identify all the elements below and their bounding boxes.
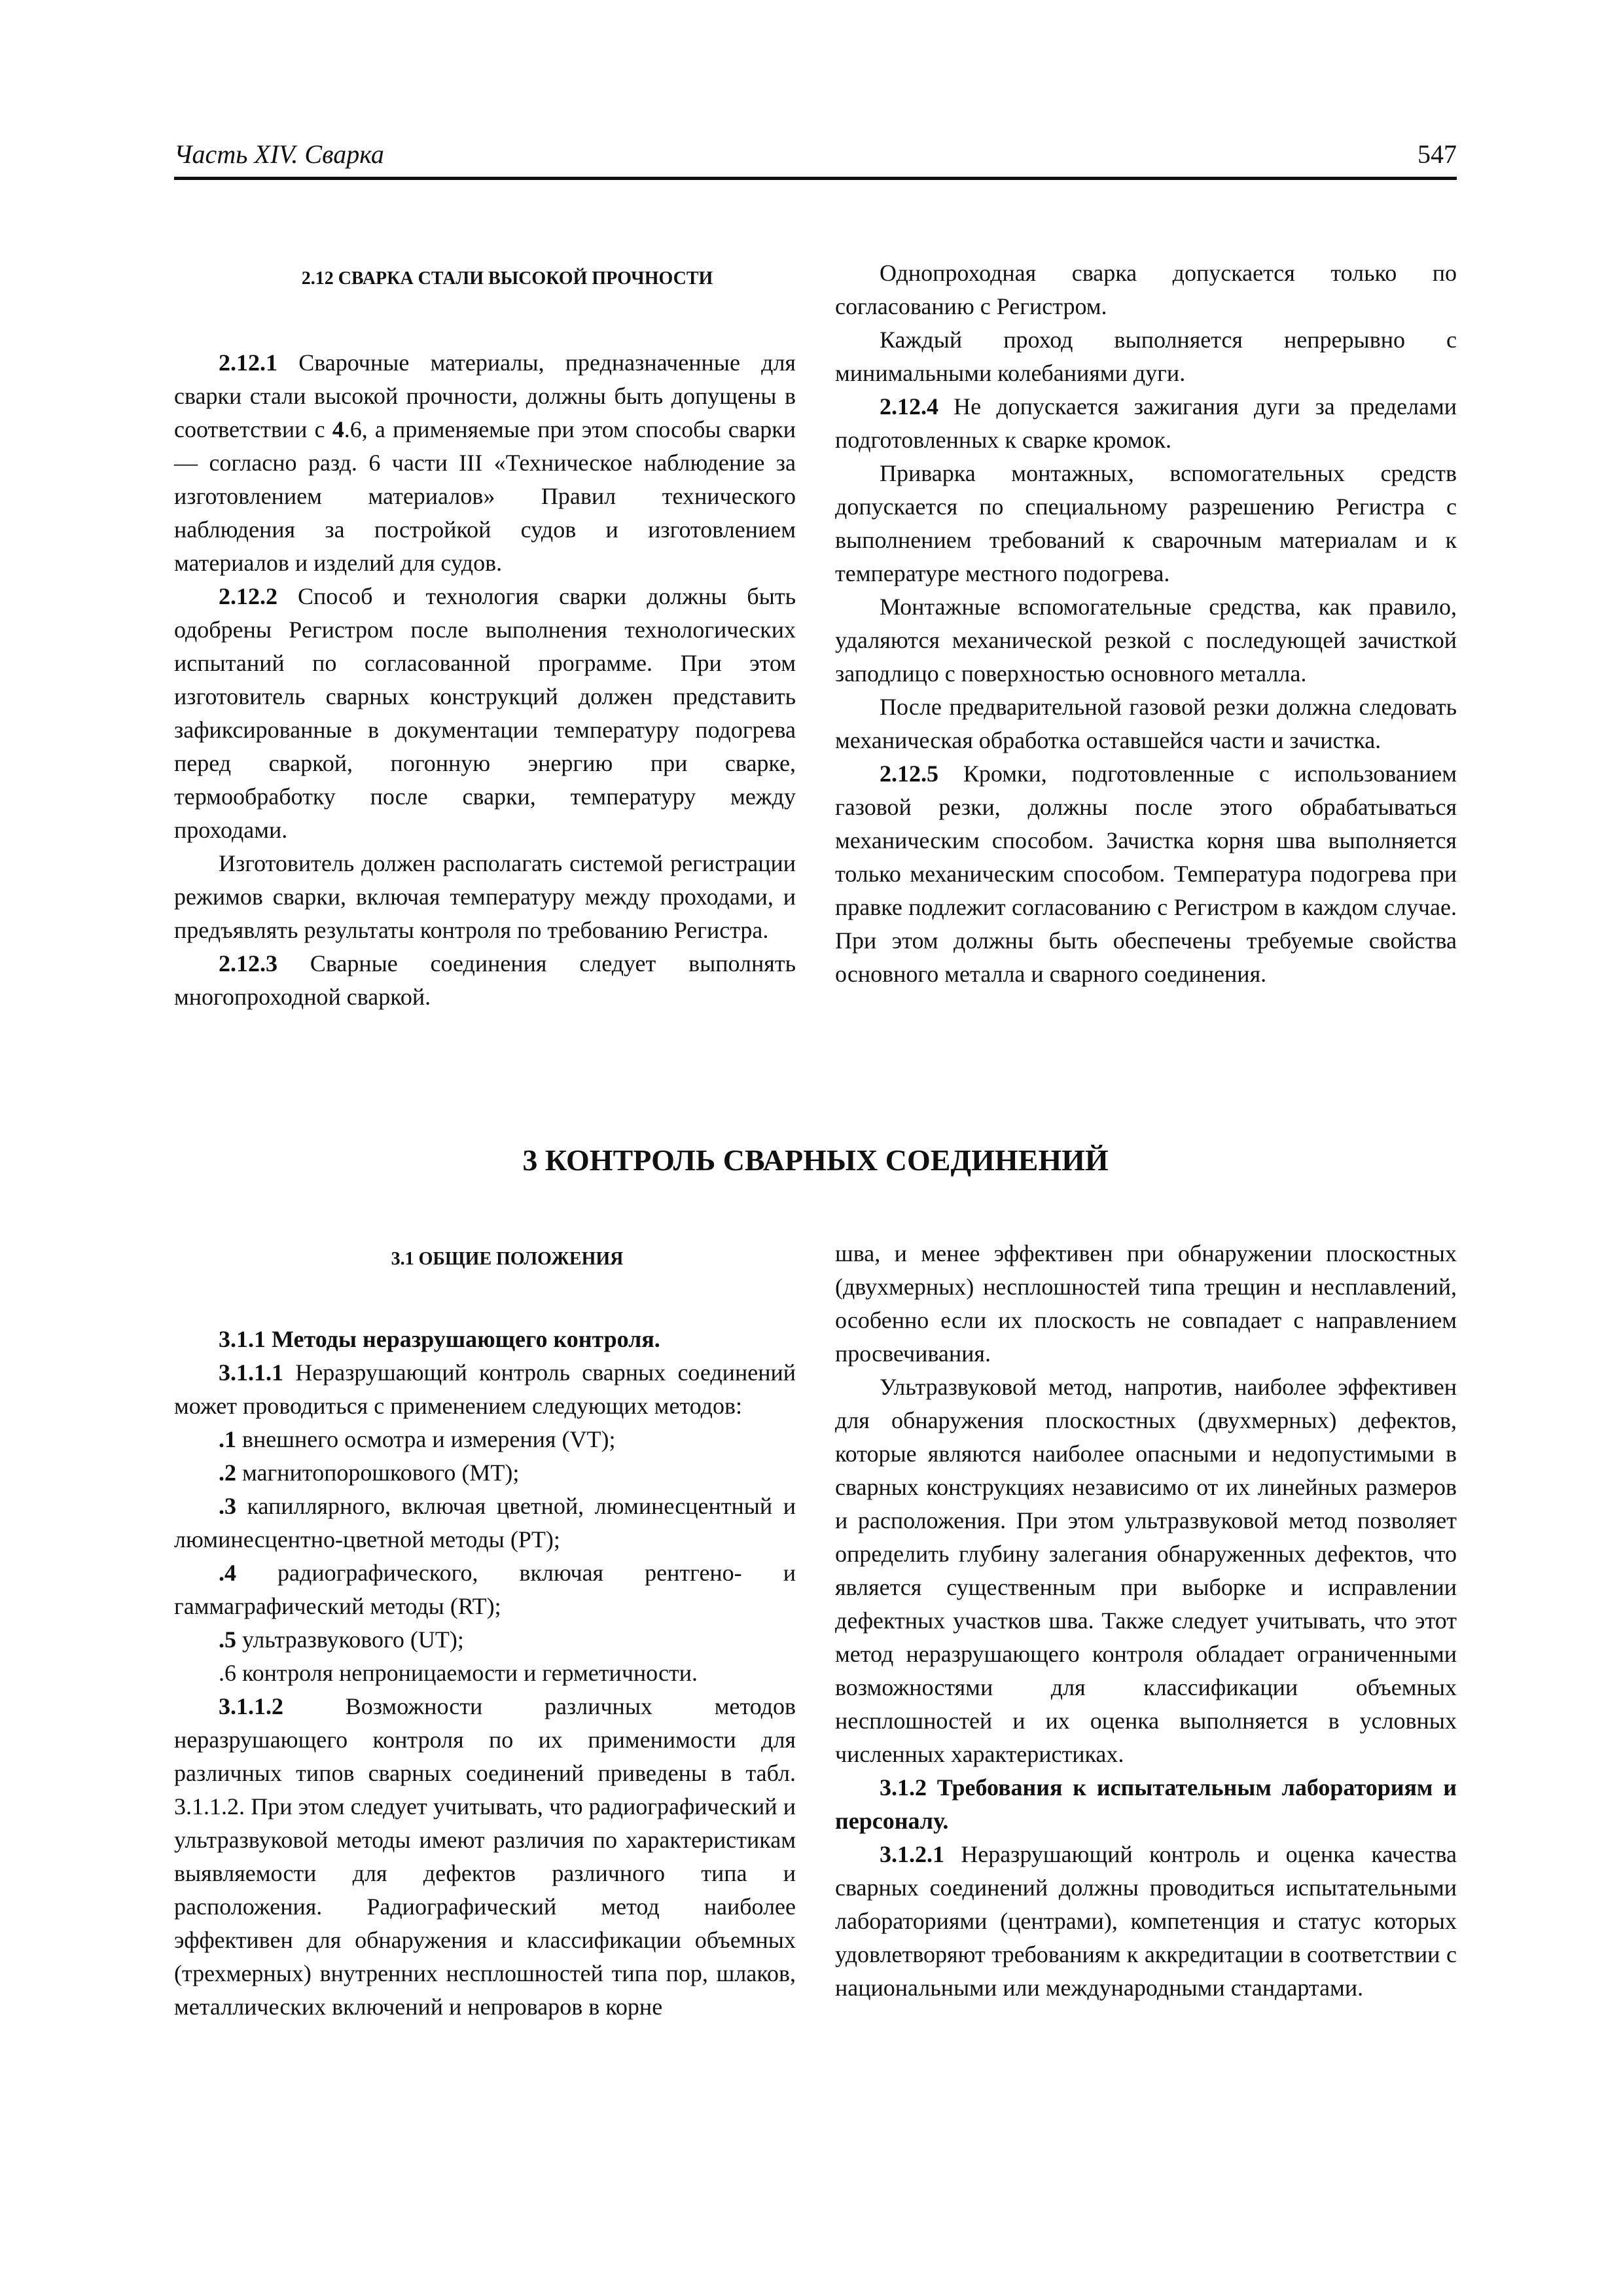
left-column-top <box>174 262 796 1014</box>
clause-number: 2.12.4 <box>880 393 938 420</box>
list-item <box>174 1456 796 1490</box>
paragraph-each-pass: Каждый проход выполняется непрерывно с минимальными колебаниями дуги. <box>835 327 1457 386</box>
paragraph-3-1-2-1 <box>835 1838 1457 2005</box>
item-number: .2 <box>219 1460 236 1486</box>
item-text: магнитопорошкового (MT); <box>236 1460 520 1486</box>
clause-number: 3.1.2.1 <box>880 1841 944 1867</box>
paragraph-2-12-5 <box>835 757 1457 991</box>
subsection-title: 3.1.2 Требования к испытательным лабораториям и персоналу. <box>835 1774 1457 1834</box>
item-text: контроля непроницаемости и герметичности. <box>236 1660 698 1686</box>
subsection-3-1-2 <box>835 1771 1457 1838</box>
item-text: внешнего осмотра и измерения (VT); <box>236 1426 616 1452</box>
item-number: .6 <box>219 1660 236 1686</box>
right-column-top <box>835 257 1457 991</box>
clause-number: 3.1.1.2 <box>219 1693 283 1719</box>
chapter-title: 3 КОНТРОЛЬ СВАРНЫХ СОЕДИНЕНИЙ <box>522 1143 1109 1177</box>
paragraph-text: Сварные соединения следует выполнять многопроходной сваркой. <box>174 950 796 1010</box>
paragraph-text: Кромки, подготовленные с использованием газовой резки, должны после этого обрабатываться механическим способом. Зачистка корня шва выполняется только механическим способом. Температура подогрева при правке подлежит согласованию с Регистром в каждом случае. При этом должны быть обеспечены требуемые свойства основного металла и сварного соединения. <box>835 761 1457 987</box>
list-item <box>174 1490 796 1556</box>
spacer <box>174 295 796 346</box>
paragraph-text: Способ и технология сварки должны быть одобрены Регистром после выполнения технологических испытаний по согласованной программе. При этом изготовитель сварных конструкций должен представить зафиксированные в документации температуру подогрева перед сваркой, погонную энергию при сварке, термообработку после сварки, температуру между проходами. <box>174 583 796 843</box>
item-number: .3 <box>219 1493 236 1519</box>
paragraph-3-1-1-2 <box>174 1690 796 2024</box>
paragraph-single-pass: Однопроходная сварка допускается только по согласованию с Регистром. <box>835 260 1457 319</box>
item-number: .1 <box>219 1426 236 1452</box>
right-column-bottom <box>835 1237 1457 2005</box>
clause-number: 2.12.5 <box>880 761 938 787</box>
paragraph-2-12-2 <box>174 580 796 847</box>
subsection-3-1-1 <box>174 1323 796 1356</box>
paragraph-3-1-1-1 <box>174 1356 796 1423</box>
paragraph-manufacturer: Изготовитель должен располагать системой регистрации режимов сварки, включая температуру между проходами, и предъявлять результаты контроля по требованию Регистра. <box>174 850 796 943</box>
paragraph-aux-removal: Монтажные вспомогательные средства, как правило, удаляются механической резкой с последующей зачисткой заподлицо с поверхностью основного металла. <box>835 594 1457 687</box>
clause-number: 2.12.1 <box>219 350 277 376</box>
clause-number: 3.1.1.1 <box>219 1359 283 1386</box>
item-text: ультразвукового (UT); <box>236 1626 464 1653</box>
paragraph-text: Не допускается зажигания дуги за пределами подготовленных к сварке кромок. <box>835 393 1457 453</box>
paragraph-2-12-1 <box>174 346 796 580</box>
paragraph-ultrasonic: Ультразвуковой метод, напротив, наиболее эффективен для обнаружения плоскостных (двухмерных) дефектов, которые являются наиболее опасными и недопустимыми в сварных конструкциях независимо от их линейных размеров и расположения. При этом ультразвуковой метод позволяет определить глубину залегания обнаруженных дефектов, что является существенным при выборке и исправлении дефектных участков шва. Также следует учитывать, что этот метод неразрушающего контроля обладает ограниченными возможностями для классификации объемных несплошностей и их оценка выполняется в условных численных характеристиках. <box>835 1374 1457 1767</box>
section-heading-2-12: 2.12 СВАРКА СТАЛИ ВЫСОКОЙ ПРОЧНОСТИ <box>301 268 713 289</box>
header-rule <box>174 177 1457 180</box>
paragraph-text: Неразрушающий контроль и оценка качества сварных соединений должны проводиться испытательными лабораториями (центрами), компетенция и статус которых удовлетворяют требованиям к аккредитации в соответствии с национальными или международными стандартами. <box>835 1841 1457 2001</box>
subsection-title: 3.1.1 Методы неразрушающего контроля. <box>219 1326 660 1352</box>
paragraph-2-12-3 <box>174 947 796 1014</box>
list-item <box>174 1657 796 1690</box>
paragraph-2-12-4 <box>835 390 1457 457</box>
item-text: капиллярного, включая цветной, люминесцентный и люминесцентно-цветной методы (PT); <box>174 1493 796 1552</box>
list-item <box>174 1423 796 1456</box>
section-heading-3-1: 3.1 ОБЩИЕ ПОЛОЖЕНИЯ <box>391 1249 624 1269</box>
page-number: 547 <box>1418 139 1457 169</box>
paragraph-text: Неразрушающий контроль сварных соединений может проводиться с применением следующих методов: <box>174 1359 796 1419</box>
paragraph-text: .6, а применяемые при этом способы сварки — согласно разд. 6 части III «Техническое наблюдение за изготовлением материалов» Правил технического наблюдения за постройкой судов и изготовлением материалов и изделий для судов. <box>174 416 796 576</box>
item-number: .5 <box>219 1626 236 1653</box>
paragraph-text: Сварочные материалы, предназначенные для сварки стали высокой прочности, должны быть допущены в соответствии с <box>174 350 796 442</box>
running-header-title: Часть XIV. Сварка <box>174 139 384 169</box>
paragraph-text: Возможности различных методов неразрушающего контроля по их применимости для различных типов сварных соединений приведены в табл. 3.1.1.2. При этом следует учитывать, что радиографический и ультразвуковой методы имеют различия по характеристикам выявляемости для дефектов различного типа и расположения. Радиографический метод наиболее эффективен для обнаружения и классификации объемных (трехмерных) внутренних несплошностей типа пор, шлаков, металлических включений и непроваров в корне <box>174 1693 796 2020</box>
reference-number: 4 <box>332 416 344 442</box>
list-item <box>174 1623 796 1657</box>
item-text: радиографического, включая рентгено- и гаммаграфический методы (RT); <box>174 1560 796 1619</box>
spacer <box>174 1276 796 1323</box>
paragraph-mounting: Приварка монтажных, вспомогательных средств допускается по специальному разрешению Регистра с выполнением требований к сварочным материалам и к температуре местного подогрева. <box>835 460 1457 586</box>
left-column-bottom <box>174 1242 796 2024</box>
item-number: .4 <box>219 1560 236 1586</box>
clause-number: 2.12.2 <box>219 583 277 609</box>
clause-number: 2.12.3 <box>219 950 277 977</box>
paragraph-gas-cutting: После предварительной газовой резки должна следовать механическая обработка оставшейся части и зачистка. <box>835 694 1457 753</box>
paragraph-radiographic-cont: шва, и менее эффективен при обнаружении плоскостных (двухмерных) несплошностей типа трещин и несплавлений, особенно если их плоскость не совпадает с направлением просвечивания. <box>835 1240 1457 1367</box>
list-item <box>174 1556 796 1623</box>
